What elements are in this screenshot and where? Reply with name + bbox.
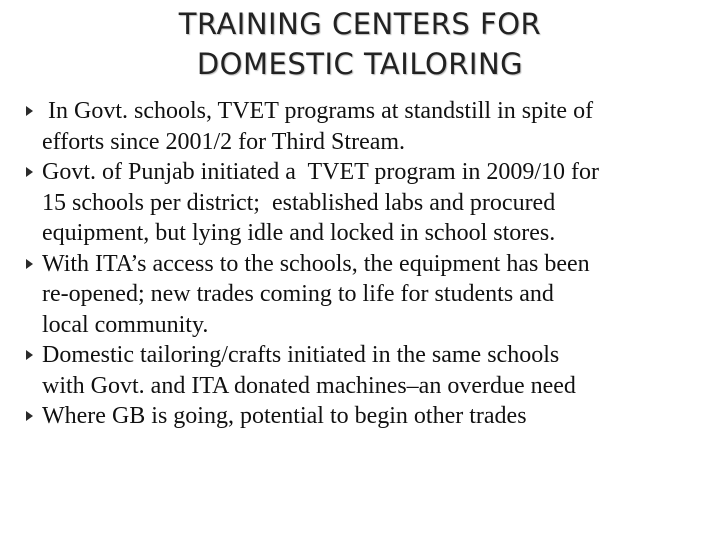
bullet-3-line-2: re-opened; new trades coming to life for students and xyxy=(42,281,554,307)
bullet-item-domestic-tailoring xyxy=(10,340,710,401)
bullet-item-punjab-program xyxy=(10,157,710,249)
bullet-1-line-1: In Govt. schools, TVET programs at standstill in spite of xyxy=(42,98,594,124)
triangle-right-icon xyxy=(26,106,33,116)
bullet-4-line-1: Domestic tailoring/crafts initiated in the same schools xyxy=(42,342,560,368)
bullet-3-line-1: With ITA’s access to the schools, the equipment has been xyxy=(42,250,590,277)
triangle-right-icon xyxy=(26,167,33,177)
slide-title-line-2: DOMESTIC TAILORING xyxy=(196,47,524,81)
slide-title xyxy=(150,4,570,84)
bullet-3-line-3: local community. xyxy=(42,311,209,338)
bullet-4-line-2: with Govt. and ITA donated machines–an overdue need xyxy=(42,372,576,399)
bullet-5-line-1: Where GB is going, potential to begin other trades xyxy=(42,403,527,429)
bullet-item-gb-trades xyxy=(10,401,710,432)
triangle-right-icon xyxy=(26,411,33,421)
bullet-item-ita-access xyxy=(10,249,710,341)
triangle-right-icon xyxy=(26,350,33,360)
triangle-right-icon xyxy=(26,259,33,269)
bullet-item-govt-schools xyxy=(10,96,710,157)
bullet-2-line-2: 15 schools per district; established labs and procured xyxy=(42,189,556,216)
bullet-1-line-2: efforts since 2001/2 for Third Stream. xyxy=(42,128,406,155)
bullet-list xyxy=(10,96,710,432)
bullet-2-line-1: Govt. of Punjab initiated a TVET program in 2009/10 for xyxy=(42,159,600,185)
bullet-2-line-3: equipment, but lying idle and locked in school stores. xyxy=(42,220,556,246)
slide-title-line-1: TRAINING CENTERS FOR xyxy=(178,7,542,41)
